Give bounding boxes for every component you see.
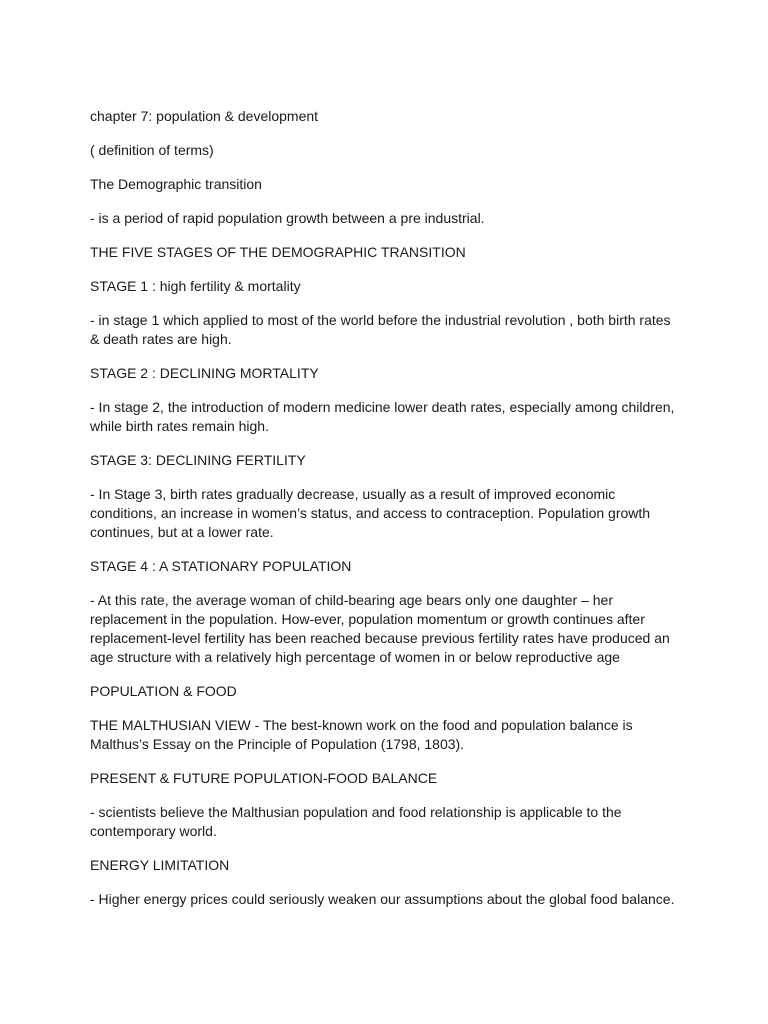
heading-demographic-transition: The Demographic transition [90, 176, 262, 192]
paragraph-present-future-balance: - scientists believe the Malthusian population and food relationship is applicable to the contemporary world. [90, 804, 622, 839]
heading-stage-1: STAGE 1 : high fertility & mortality [90, 278, 301, 294]
heading-five-stages: THE FIVE STAGES OF THE DEMOGRAPHIC TRANSITION [90, 244, 466, 260]
document-page [90, 107, 682, 924]
paragraph-stage-1: - in stage 1 which applied to most of the world before the industrial revolution , both birth rates & death rates are high. [90, 312, 671, 347]
paragraph-stage-3: - In Stage 3, birth rates gradually decrease, usually as a result of improved economic conditions, an increase in women’s status, and access to contraception. Population growth continues, but at a lower rate. [90, 486, 651, 540]
paragraph-energy-limitation: - Higher energy prices could seriously weaken our assumptions about the global food balance. [90, 891, 675, 907]
paragraph-malthusian-view: THE MALTHUSIAN VIEW - The best-known work on the food and population balance is Malthus’s Essay on the Principle of Population (1798, 1803). [90, 717, 633, 752]
chapter-title: chapter 7: population & development [90, 108, 319, 124]
heading-population-food: POPULATION & FOOD [90, 683, 237, 699]
heading-stage-4: STAGE 4 : A STATIONARY POPULATION [90, 558, 352, 574]
heading-stage-3: STAGE 3: DECLINING FERTILITY [90, 452, 306, 468]
heading-stage-2: STAGE 2 : DECLINING MORTALITY [90, 365, 319, 381]
paragraph-demographic-definition: - is a period of rapid population growth between a pre industrial. [90, 210, 485, 226]
heading-present-future-balance: PRESENT & FUTURE POPULATION-FOOD BALANCE [90, 770, 438, 786]
subtitle-definition-of-terms: ( definition of terms) [90, 142, 214, 158]
paragraph-stage-2: - In stage 2, the introduction of modern medicine lower death rates, especially among children, while birth rates remain high. [90, 399, 675, 434]
heading-energy-limitation: ENERGY LIMITATION [90, 857, 230, 873]
paragraph-stage-4: - At this rate, the average woman of child-bearing age bears only one daughter – her replacement in the population. How-ever, population momentum or growth continues after replacement-level fertility has been reached because previous fertility rates have produced an age structure with a relatively high percentage of women in or below reproductive age [90, 592, 670, 665]
